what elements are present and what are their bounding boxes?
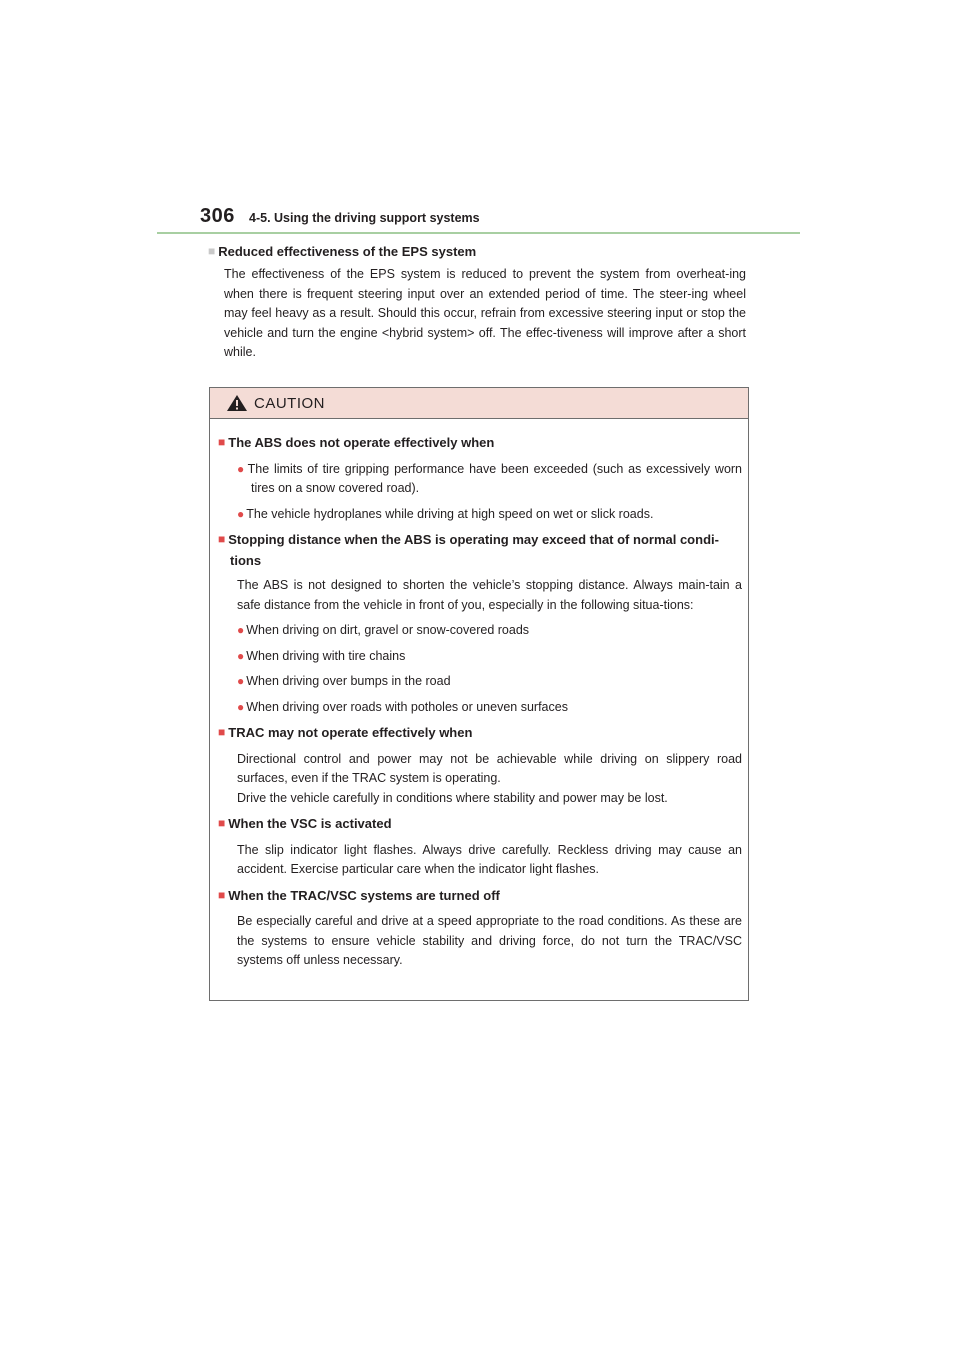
square-bullet-icon: ■ [218,887,226,902]
round-bullet-icon: ● [237,648,245,663]
round-bullet-icon: ● [237,674,245,688]
eps-body: The effectiveness of the EPS system is reduced to prevent the system from overheat-ing when there is frequent steering input over an extended period of time. The steer-ing wheel may feel heavy as a result. Should this occur, refrain from excessive steering input or stop the vehicle and turn the engine <hybrid system> off. The effec-tiveness will improve after a short while. [224,267,746,359]
warning-triangle-icon [226,394,248,412]
eps-section [210,244,746,363]
round-bullet-icon: ● [237,506,245,521]
caution-heading: ■ TRAC may not operate effectively when [218,725,473,740]
square-bullet-icon: ■ [218,532,226,546]
round-bullet-icon: ● [237,623,245,637]
section-title: 4-5. Using the driving support systems [249,211,480,225]
list-item: ● The limits of tire gripping performance have been exceeded (such as excessively worn tires on a snow covered road). [237,461,743,495]
header-divider [157,232,800,234]
caution-body [210,419,748,971]
round-bullet-icon: ● [237,461,246,476]
caution-heading: ■ When the VSC is activated [218,816,392,831]
round-bullet-icon: ● [237,699,245,714]
eps-heading-text: Reduced effectiveness of the EPS system [218,244,477,259]
list-item: ● When driving over bumps in the road [237,674,451,688]
caution-heading: ■ The ABS does not operate effectively when [218,435,495,450]
list-item: ● When driving over roads with potholes or uneven surfaces [237,699,568,714]
square-bullet-icon: ■ [208,244,216,258]
square-bullet-icon: ■ [218,725,226,739]
list-item: ● When driving on dirt, gravel or snow-covered roads [237,623,530,637]
caution-heading: ■ When the TRAC/VSC systems are turned off [218,887,500,903]
caution-box [209,387,749,1001]
list-item: ● When driving with tire chains [237,648,406,663]
caution-header [210,388,748,419]
square-bullet-icon: ■ [218,435,226,449]
caution-paragraph: The slip indicator light flashes. Always drive carefully. Reckless driving may cause an accident. Exercise particular care when the indicator light flashes. [237,842,742,876]
caution-title: CAUTION [254,394,325,412]
square-bullet-icon: ■ [218,816,226,830]
list-item: ● The vehicle hydroplanes while driving at high speed on wet or slick roads. [237,506,654,521]
caution-paragraph: Be especially careful and drive at a speed appropriate to the road conditions. As these are the systems to ensure vehicle stability and driving force, do not turn the TRAC/VSC systems off unless necessary. [237,914,742,967]
eps-heading [208,244,746,259]
caution-paragraph: The ABS is not designed to shorten the vehicle’s stopping distance. Always main-tain a safe distance from the vehicle in front of you, especially in the following situa-tions: [237,578,742,612]
page-number: 306 [200,205,235,227]
caution-heading: ■ Stopping distance when the ABS is operating may exceed that of normal condi-tions [218,532,719,568]
caution-paragraph: Directional control and power may not be achievable while driving on slippery road surfaces, even if the TRAC system is operating. Drive the vehicle carefully in conditions where stability and power may be lost. [237,751,742,805]
page-header [200,205,800,235]
